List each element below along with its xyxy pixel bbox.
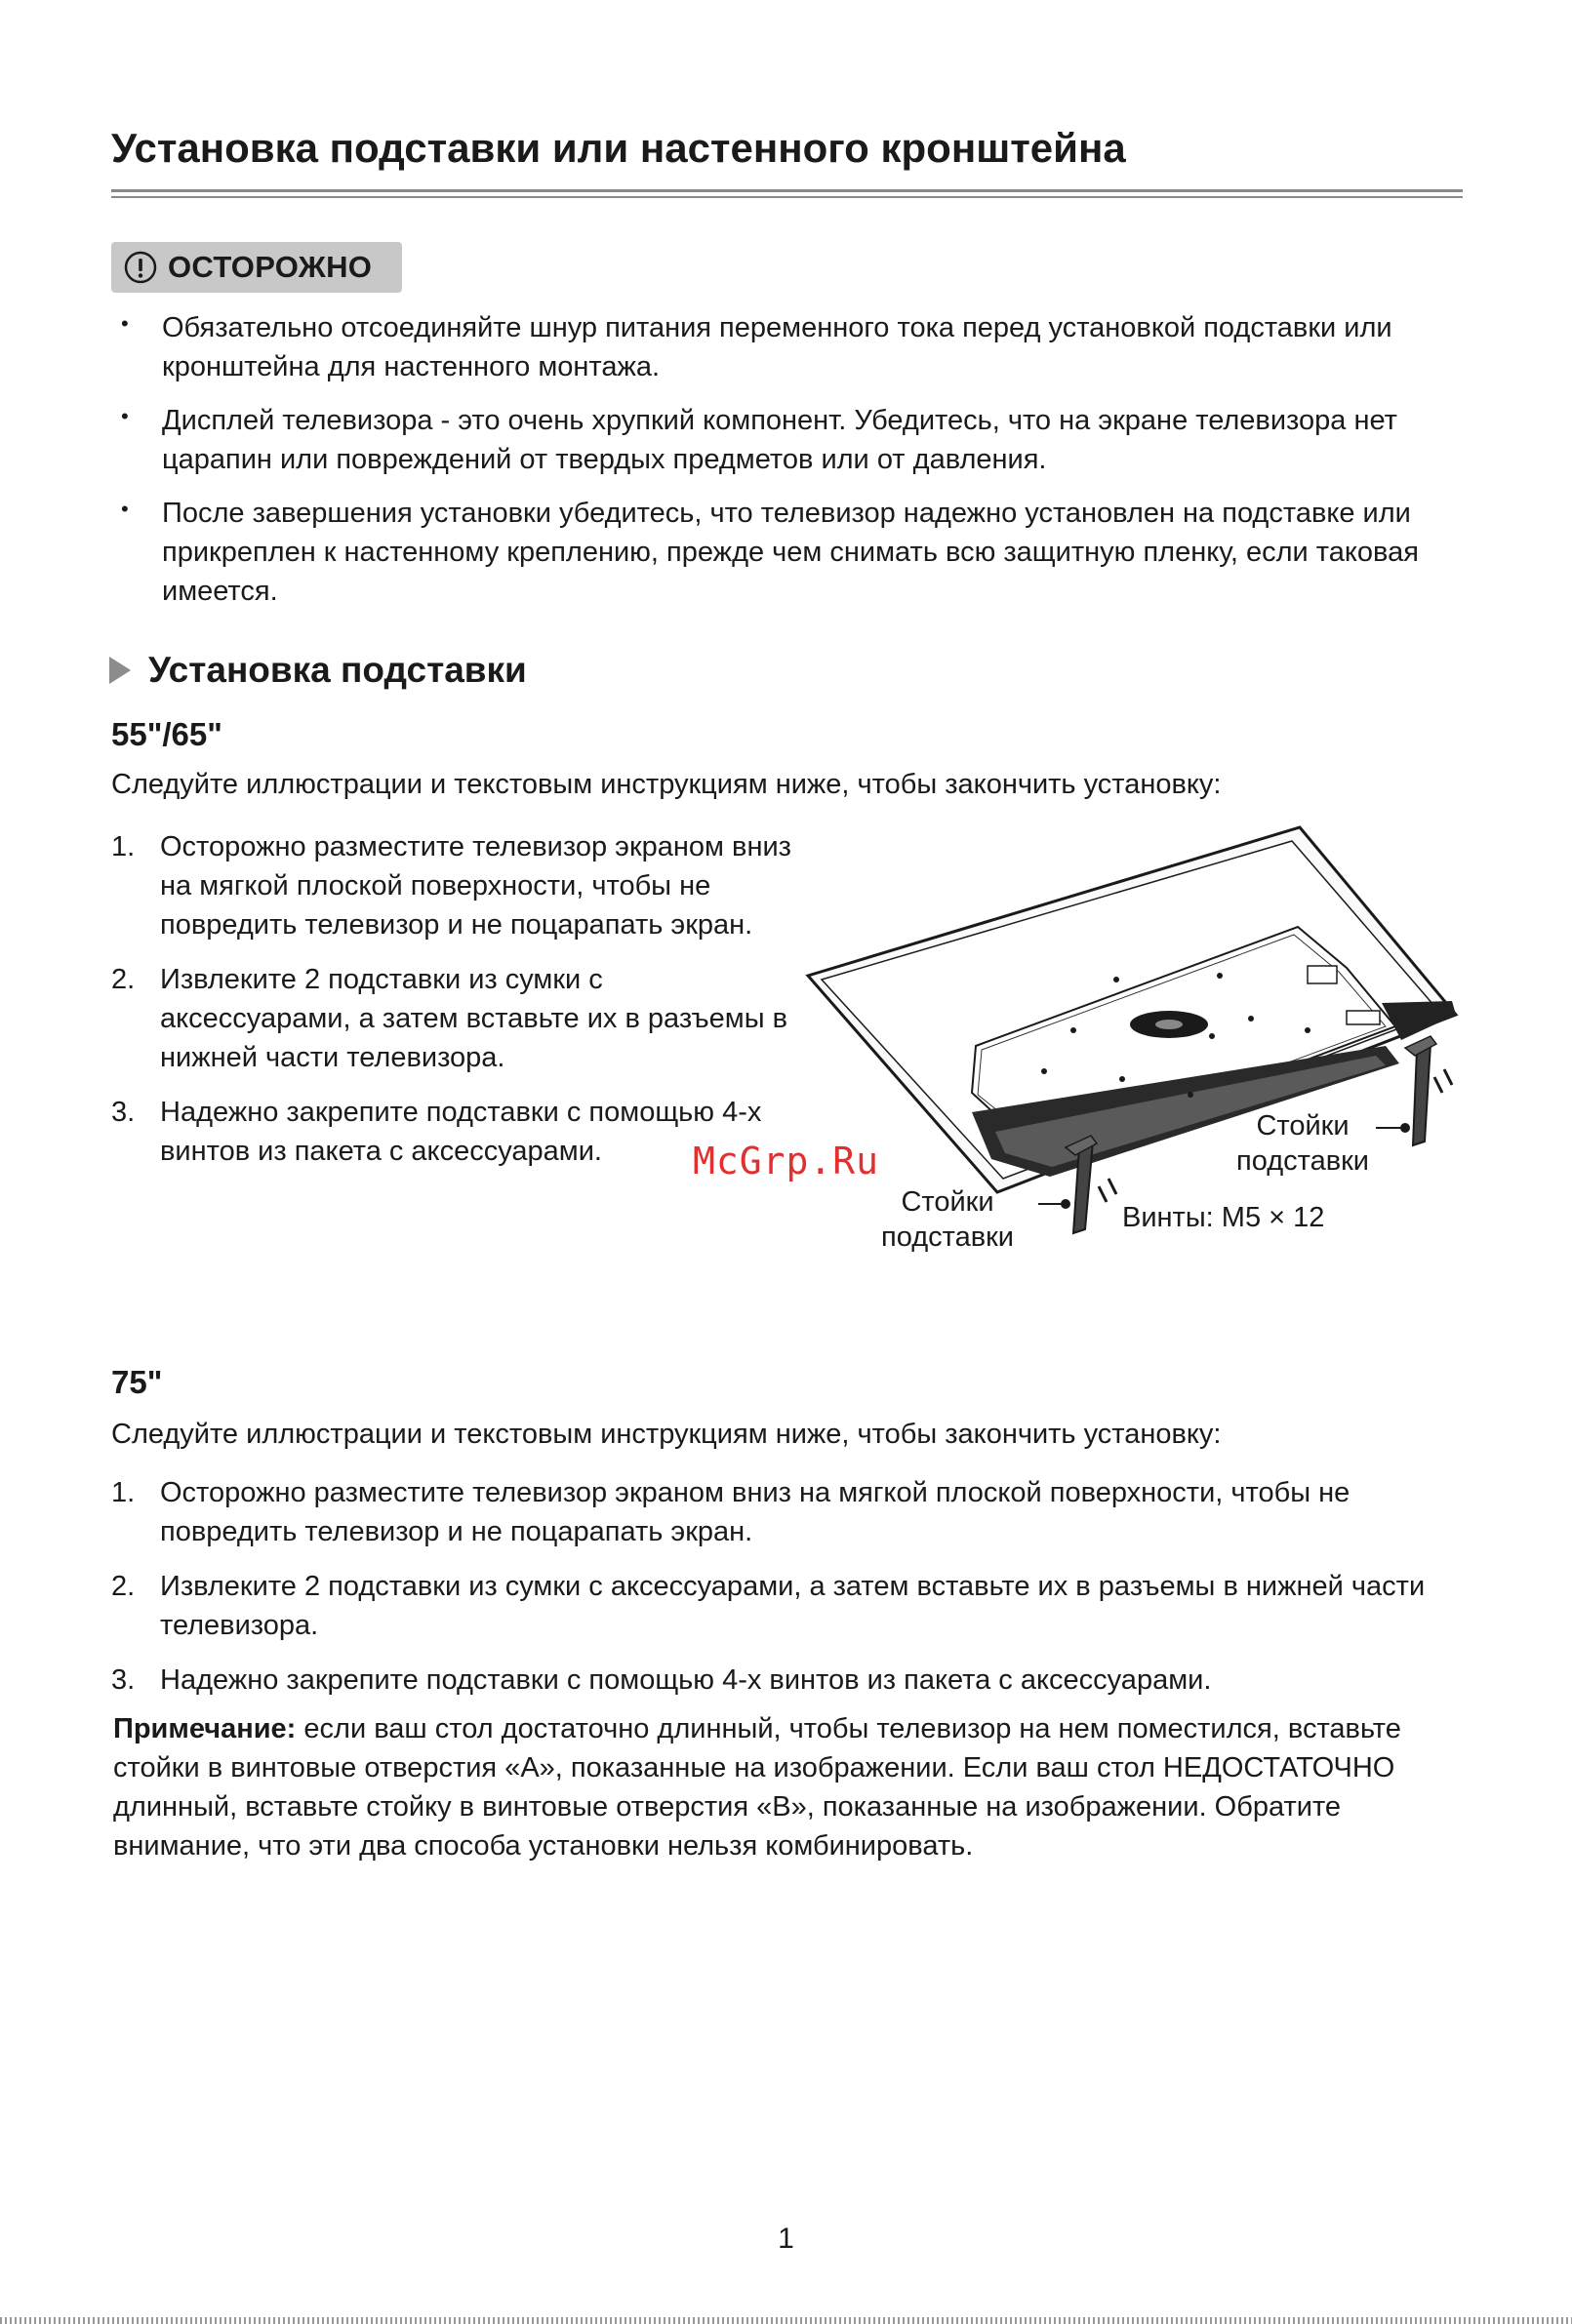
caution-label: ОСТОРОЖНО (168, 250, 373, 284)
step-item (111, 1093, 794, 1171)
model-55-65-title: 55"/65" (111, 716, 222, 752)
triangle-right-icon (107, 655, 133, 686)
step-text: Осторожно разместите телевизор экраном вниз на мягкой плоской поверхности, чтобы не повредить телевизор и не поцарапать экран. (160, 1477, 1350, 1547)
model-75-intro: Следуйте иллюстрации и текстовым инструкциям ниже, чтобы закончить установку: (111, 1419, 1222, 1450)
caution-badge (111, 242, 402, 293)
screws-label: Винты: M5 × 12 (1122, 1202, 1325, 1233)
step-item (111, 827, 794, 944)
bullet-glyph: • (121, 311, 129, 336)
step-item (111, 1567, 1468, 1645)
caution-item (117, 401, 1473, 479)
installation-note (113, 1709, 1470, 1865)
step-number: 2. (111, 1571, 136, 1602)
bullet-glyph: • (121, 497, 129, 521)
caution-text: После завершения установки убедитесь, что телевизор надежно установлен на подставке или прикреплен к настенному креплению, прежде чем снимать всю защитную пленку, если таковая имеется. (162, 498, 1419, 607)
stand-label-left (855, 1184, 1040, 1255)
caution-item (117, 494, 1473, 611)
step-text: Извлеките 2 подставки из сумки с аксессуарами, а затем вставьте их в разъемы в нижней части телевизора. (160, 964, 787, 1073)
warning-icon (123, 250, 158, 285)
step-item (111, 1473, 1468, 1551)
step-text: Надежно закрепите подставки с помощью 4-х винтов из пакета с аксессуарами. (160, 1097, 762, 1167)
title-rule-top (111, 189, 1463, 192)
step-text: Извлеките 2 подставки из сумки с аксессуарами, а затем вставьте их в разъемы в нижней части телевизора. (160, 1571, 1426, 1641)
watermark: McGrp.Ru (693, 1140, 880, 1182)
stand-installation-figure (800, 820, 1464, 1268)
note-label: Примечание: (113, 1713, 297, 1744)
caution-text: Дисплей телевизора - это очень хрупкий компонент. Убедитесь, что на экране телевизора нет царапин или повреждений от твердых предметов или от давления. (162, 405, 1397, 475)
stand-label-left-line2: подставки (881, 1222, 1014, 1253)
step-item (111, 1661, 1468, 1700)
title-rule-bottom (111, 196, 1463, 198)
model-75-title: 75" (111, 1364, 163, 1400)
caution-list (117, 308, 1473, 625)
footer-dotted-line (0, 2317, 1572, 2324)
section-heading (107, 650, 527, 691)
bullet-glyph: • (121, 404, 129, 428)
page-title: Установка подставки или настенного кронштейна (111, 125, 1126, 171)
stand-label-right-line2: подставки (1236, 1145, 1369, 1177)
step-number: 1. (111, 1477, 136, 1508)
model-55-65-intro: Следуйте иллюстрации и текстовым инструкциям ниже, чтобы закончить установку: (111, 769, 1222, 800)
step-number: 2. (111, 964, 136, 995)
step-item (111, 960, 794, 1077)
stand-label-left-line1: Стойки (901, 1186, 994, 1218)
model-55-65-steps (111, 827, 794, 1186)
stand-label-right (1210, 1108, 1395, 1179)
section-title: Установка подставки (148, 650, 527, 690)
step-text: Надежно закрепите подставки с помощью 4-х винтов из пакета с аксессуарами. (160, 1664, 1212, 1696)
page-number: 1 (778, 2223, 794, 2255)
stand-label-right-line1: Стойки (1256, 1110, 1350, 1142)
step-number: 3. (111, 1097, 136, 1128)
step-number: 3. (111, 1664, 136, 1696)
step-number: 1. (111, 831, 136, 862)
step-text: Осторожно разместите телевизор экраном вниз на мягкой плоской поверхности, чтобы не повредить телевизор и не поцарапать экран. (160, 831, 791, 941)
model-75-steps (111, 1473, 1468, 1715)
caution-text: Обязательно отсоединяйте шнур питания переменного тока перед установкой подставки или кронштейна для настенного монтажа. (162, 312, 1392, 382)
note-text: если ваш стол достаточно длинный, чтобы телевизор на нем поместился, вставьте стойки в винтовые отверстия «A», показанные на изображении. Если ваш стол НЕДОСТАТОЧНО длинный, вставьте стойку в винтовые отверстия «B», показанные на изображении. Обратите внимание, что эти два способа установки нельзя комбинировать. (113, 1713, 1401, 1862)
caution-item (117, 308, 1473, 386)
